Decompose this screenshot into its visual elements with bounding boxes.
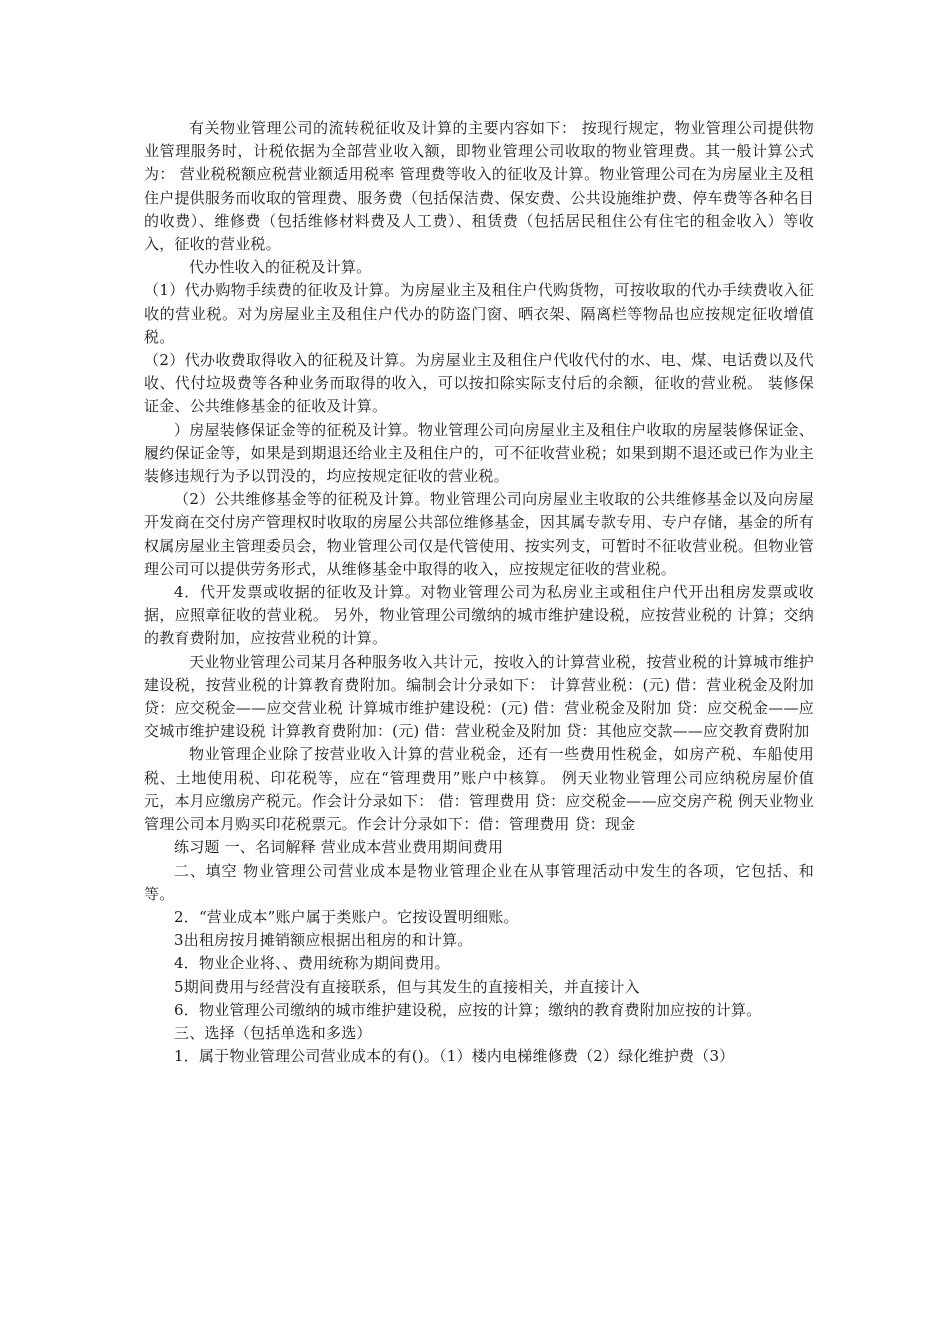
paragraph-decoration-deposit: ）房屋装修保证金等的征税及计算。物业管理公司向房屋业主及租住户收取的房屋装修保证金、履约保证金等，如果是到期退还给业主及租住户的，可不征收营业税；如果到期不退还或已作为业主装修违规行为予以罚没的，均应按规定征收的营业税。 (144, 420, 814, 486)
exercise-item-2: 2．“营业成本”账户属于类账户。它按设置明细账。 (174, 907, 519, 926)
exercise-heading: 练习题 一、名词解释 营业成本营业费用期间费用 (174, 838, 504, 857)
exercise-item-4: 4．物业企业将、、费用统称为期间费用。 (174, 954, 450, 973)
exercise-choice-item-1: 1．属于物业管理公司营业成本的有()。（1）楼内电梯维修费（2）绿化维护费（3） (174, 1047, 735, 1066)
exercise-item-6: 6．物业管理公司缴纳的城市维护建设税，应按的计算；缴纳的教育费附加应按的计算。 (174, 1000, 762, 1019)
paragraph-agency-purchase: （1）代办购物手续费的征收及计算。为房屋业主及租住户代购货物，可按收取的代办手续费收入征收的营业税。对为房屋业主及租住户代办的防盗门窗、晒衣架、隔离栏等物品也应按规定征收增值税。 (144, 281, 814, 346)
paragraph-invoice-issuing: 4．代开发票或收据的征收及计算。对物业管理公司为私房业主或租住户代开出租房发票或收据，应照章征收的营业税。 另外，物业管理公司缴纳的城市维护建设税，应按营业税的 计算；交纳的教育费附加，应按营业税的计算。 (144, 583, 814, 648)
paragraph-expense-taxes: 物业管理企业除了按营业收入计算的营业税金，还有一些费用性税金，如房产税、车船使用税、土地使用税、印花税等，应在“管理费用”账户中核算。 例天业物业管理公司应纳税房屋价值元，本月应缴房产税元。作会计分录如下： 借：管理费用 贷：应交税金——应交房产税 例天业物业管理公司本月购买印花税票元。作会计分录如下：借：管理费用 贷：现金 (144, 745, 814, 834)
paragraph-agency-collection: （2）代办收费取得收入的征税及计算。为房屋业主及租住户代收代付的水、电、煤、电话费以及代收、代付垃圾费等各种业务而取得的收入，可以按扣除实际支付后的余额，征收的营业税。 装修保证金、公共维修基金的征收及计算。 (144, 351, 814, 416)
paragraph-example-entries: 天业物业管理公司某月各种服务收入共计元，按收入的计算营业税，按营业税的计算城市维护建设税，按营业税的计算教育费附加。编制会计分录如下： 计算营业税：(元) 借：营业税金及附加 贷：应交税金——应交营业税 计算城市维护建设税：(元) 借：营业税金及附加 贷：应交税金——应交城市维护建设税 计算教育费附加：(元) 借：营业税金及附加 贷：其他应交款——应交教育费附加 (144, 652, 814, 741)
document-body (144, 117, 814, 1068)
exercise-item-5: 5期间费用与经营没有直接联系，但与其发生的直接相关，并直接计入 (174, 977, 640, 996)
exercise-choice-heading: 三、选择（包括单选和多选） (174, 1023, 372, 1042)
paragraph-turnover-tax: 有关物业管理公司的流转税征收及计算的主要内容如下： 按现行规定，物业管理公司提供物业管理服务时，计税依据为全部营业收入额，即物业管理公司收取的物业管理费。其一般计算公式为： 营业税税额应税营业额适用税率 管理费等收入的征收及计算。物业管理公司在为房屋业主及租住户提供服务而收取的管理费、服务费（包括保洁费、保安费、公共设施维护费、停车费等各种名目的收费）、维修费（包括维修材料费及人工费）、租赁费（包括居民租住公有住宅的租金收入）等收入，征收的营业税。 (144, 119, 814, 254)
paragraph-maintenance-fund: （2）公共维修基金等的征税及计算。物业管理公司向房屋业主收取的公共维修基金以及向房屋开发商在交付房产管理权时收取的房屋公共部位维修基金，因其属专款专用、专户存储，基金的所有权属房屋业主管理委员会，物业管理公司仅是代管使用、按实列支，可暂时不征收营业税。但物业管理公司可以提供劳务形式，从维修基金中取得的收入，应按规定征收的营业税。 (144, 490, 814, 578)
paragraph-agency-income: 代办性收入的征税及计算。 (189, 258, 372, 277)
exercise-item-3: 3出租房按月摊销额应根据出租房的和计算。 (174, 931, 473, 950)
exercise-fill-blank: 二、填空 物业管理公司营业成本是物业管理企业在从事管理活动中发生的各项，它包括、和等。 (144, 861, 814, 903)
